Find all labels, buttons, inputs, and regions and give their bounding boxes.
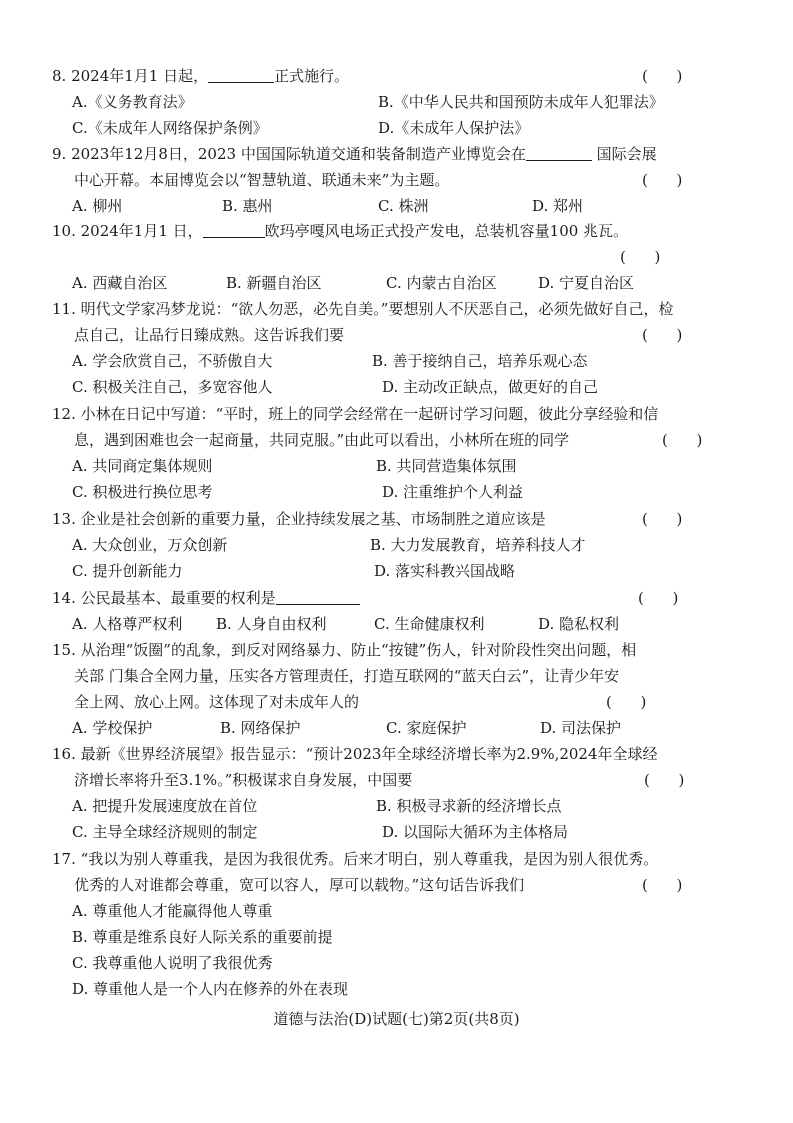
option-d: D. 注重维护个人利益	[382, 483, 524, 501]
option-d: D. 落实科教兴国战略	[374, 562, 516, 580]
stem-text: 13. 企业是社会创新的重要力量，企业持续发展之基、市场制胜之道应该是	[52, 510, 546, 528]
option-a: A. 学会欣赏自己，不骄傲自大	[72, 352, 273, 370]
question-stem	[52, 218, 752, 244]
option-d: D. 尊重他人是一个人内在修养的外在表现	[72, 980, 349, 998]
answer-blank	[203, 219, 265, 238]
question-stem	[52, 846, 752, 872]
option-c: C. 积极关注自己，多宽容他人	[72, 378, 273, 396]
page-footer: 道德与法治(D)试题(七)第2页(共8页)	[273, 1010, 520, 1028]
option-d: D. 隐私权利	[538, 615, 620, 633]
stem-text: 14. 公民最基本、最重要的权利是	[52, 589, 276, 607]
options-row	[52, 532, 752, 558]
stem-text: 8. 2024年1月1 日起，	[52, 67, 209, 85]
question-stem	[52, 637, 752, 663]
question-stem	[52, 741, 752, 767]
option-c: C. 积极进行换位思考	[72, 483, 213, 501]
answer-blank	[526, 142, 592, 161]
options-row	[52, 819, 752, 845]
answer-blank	[208, 64, 274, 83]
stem-text: 优秀的人对谁都会尊重，宽可以容人，厚可以载物。”这句话告诉我们	[74, 876, 525, 894]
question-stem	[52, 167, 752, 193]
answer-parentheses: ( )	[642, 876, 683, 894]
options-row	[52, 348, 752, 374]
option-a: A. 西藏自治区	[72, 274, 168, 292]
stem-text: 济增长率将升至3.1%。”积极谋求自身发展，中国要	[74, 771, 413, 789]
question-stem	[52, 585, 752, 611]
option-a: A. 共同商定集体规则	[72, 457, 213, 475]
stem-text: 9. 2023年12月8日，2023 中国国际轨道交通和装备制造产业博览会在	[52, 145, 526, 163]
option-d: D. 司法保护	[540, 719, 622, 737]
option-c: C. 主导全球经济规则的制定	[72, 823, 258, 841]
stem-text: 正式施行。	[274, 67, 350, 85]
options-row	[52, 374, 752, 400]
stem-text: 中心开幕。本届博览会以“智慧轨道、联通未来”为主题。	[74, 171, 450, 189]
option-b: B. 人身自由权利	[216, 615, 327, 633]
option-a: A. 学校保护	[72, 719, 153, 737]
question-stem	[52, 141, 752, 167]
option-c: C. 株洲	[378, 197, 429, 215]
answer-parentheses: ( )	[642, 171, 683, 189]
option-a: A.《义务教育法》	[72, 93, 193, 111]
stem-text: 12. 小林在日记中写道：“平时，班上的同学会经常在一起研讨学习问题，彼此分享经验和信	[52, 405, 659, 423]
answer-parentheses: ( )	[642, 67, 683, 85]
answer-parentheses: ( )	[662, 431, 703, 449]
options-row	[52, 193, 752, 219]
question-stem	[52, 296, 752, 322]
option-b: B. 网络保护	[220, 719, 301, 737]
option-c: C. 我尊重他人说明了我很优秀	[72, 954, 273, 972]
option-c: C.《未成年人网络保护条例》	[72, 119, 268, 137]
options-row	[52, 976, 752, 1002]
option-a: A. 尊重他人才能赢得他人尊重	[72, 902, 273, 920]
option-a: A. 人格尊严权利	[72, 615, 183, 633]
stem-text: 10. 2024年1月1 日，	[52, 222, 203, 240]
options-row	[52, 115, 752, 141]
answer-row	[52, 244, 752, 270]
option-c: C. 家庭保护	[386, 719, 467, 737]
answer-parentheses: ( )	[642, 326, 683, 344]
options-row	[52, 950, 752, 976]
options-row	[52, 793, 752, 819]
options-row	[52, 898, 752, 924]
question-9	[52, 141, 752, 219]
options-row	[52, 270, 752, 296]
option-c: C. 提升创新能力	[72, 562, 183, 580]
question-stem	[52, 322, 752, 348]
stem-text: 16. 最新《世界经济展望》报告显示：“预计2023年全球经济增长率为2.9%,2024年全球经	[52, 745, 658, 763]
answer-parentheses: ( )	[644, 771, 685, 789]
options-row	[52, 715, 752, 741]
question-stem	[52, 689, 752, 715]
options-row	[52, 453, 752, 479]
option-b: B. 惠州	[222, 197, 273, 215]
question-13	[52, 506, 752, 584]
question-stem	[52, 872, 752, 898]
stem-text: 15. 从治理“饭圈”的乱象，到反对网络暴力、防止“按键”伤人，针对阶段性突出问题，相	[52, 641, 637, 659]
option-c: C. 生命健康权利	[374, 615, 485, 633]
options-row	[52, 611, 752, 637]
question-11	[52, 296, 752, 400]
question-16	[52, 741, 752, 845]
question-17	[52, 846, 752, 1002]
question-stem	[52, 506, 752, 532]
question-15	[52, 637, 752, 741]
stem-text: 息，遇到困难也会一起商量，共同克服。”由此可以看出，小林所在班的同学	[74, 431, 570, 449]
answer-blank	[276, 586, 360, 605]
stem-text: 全上网、放心上网。这体现了对未成年人的	[74, 693, 360, 711]
question-10	[52, 218, 752, 296]
question-stem	[52, 63, 752, 89]
option-d: D. 郑州	[532, 197, 584, 215]
option-b: B.《中华人民共和国预防未成年人犯罪法》	[378, 93, 664, 111]
option-d: D.《未成年人保护法》	[378, 119, 530, 137]
question-stem	[52, 767, 752, 793]
question-stem	[52, 401, 752, 427]
answer-parentheses: ( )	[606, 693, 647, 711]
question-8	[52, 63, 752, 141]
option-d: D. 主动改正缺点，做更好的自己	[382, 378, 599, 396]
options-row	[52, 479, 752, 505]
option-c: C. 内蒙古自治区	[386, 274, 497, 292]
answer-parentheses: ( )	[638, 589, 679, 607]
option-d: D. 以国际大循环为主体格局	[382, 823, 569, 841]
option-d: D. 宁夏自治区	[538, 274, 635, 292]
stem-text: 关部 门集合全网力量，压实各方管理责任，打造互联网的“蓝天白云”，让青少年安	[74, 667, 620, 685]
option-b: B. 大力发展教育，培养科技人才	[370, 536, 586, 554]
option-a: A. 大众创业，万众创新	[72, 536, 228, 554]
answer-parentheses: ( )	[620, 248, 661, 266]
question-14	[52, 585, 752, 637]
option-b: B. 尊重是维系良好人际关系的重要前提	[72, 928, 333, 946]
question-stem	[52, 427, 752, 453]
options-row	[52, 89, 752, 115]
stem-text: 国际会展	[591, 145, 657, 163]
stem-text: 欧玛亭嘎风电场正式投产发电，总装机容量100 兆瓦。	[264, 222, 629, 240]
question-stem	[52, 663, 752, 689]
answer-parentheses: ( )	[642, 510, 683, 528]
option-b: B. 善于接纳自己，培养乐观心态	[372, 352, 588, 370]
options-row	[52, 558, 752, 584]
option-a: A. 柳州	[72, 197, 123, 215]
option-b: B. 新疆自治区	[226, 274, 322, 292]
options-row	[52, 924, 752, 950]
question-12	[52, 401, 752, 505]
option-b: B. 共同营造集体氛围	[376, 457, 517, 475]
stem-text: 11. 明代文学家冯梦龙说：“欲人勿恶，必先自美。”要想别人不厌恶自己，必须先做好自己，检	[52, 300, 674, 318]
option-a: A. 把提升发展速度放在首位	[72, 797, 258, 815]
stem-text: 点自己，让品行日臻成熟。这告诉我们要	[74, 326, 345, 344]
option-b: B. 积极寻求新的经济增长点	[376, 797, 562, 815]
stem-text: 17. “我以为别人尊重我，是因为我很优秀。后来才明白，别人尊重我，是因为别人很优秀。	[52, 850, 659, 868]
